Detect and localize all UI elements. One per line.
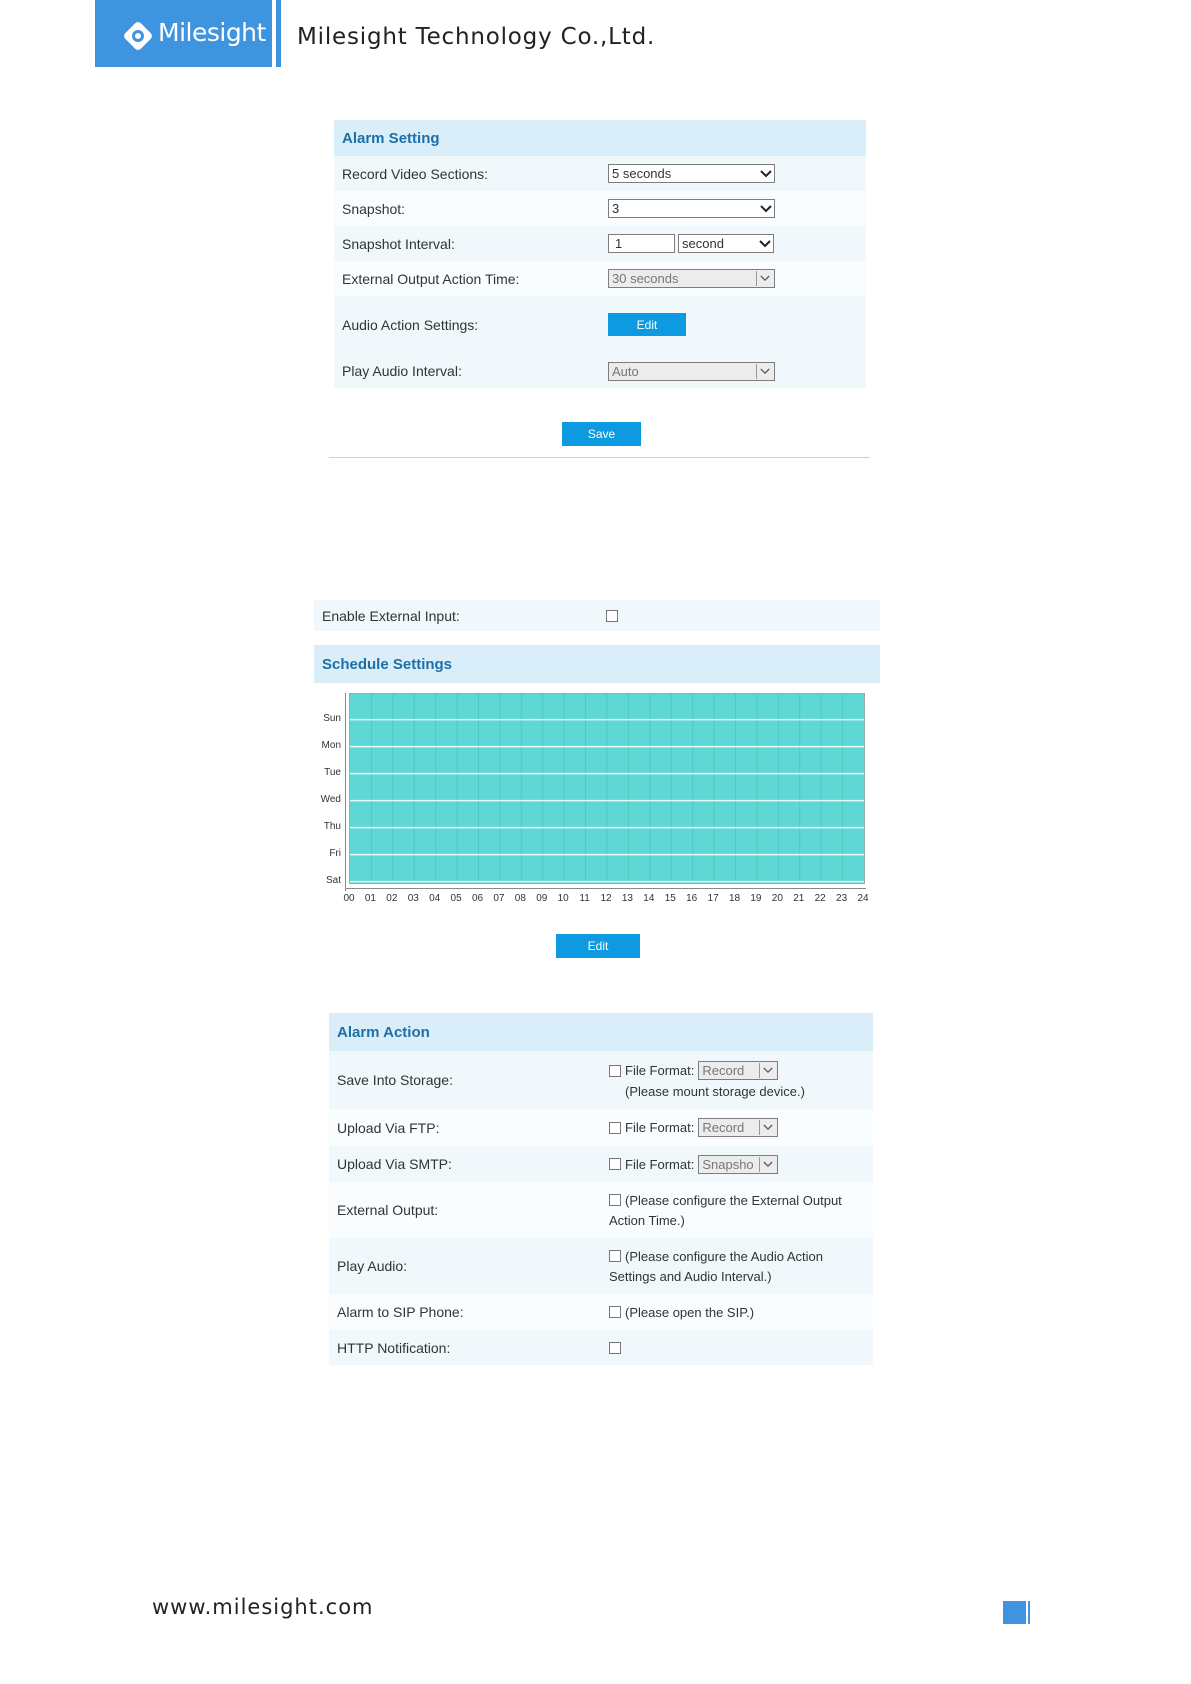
sip-note: (Please open the SIP.): [625, 1304, 755, 1320]
y-tick-thu: Thu: [323, 820, 341, 832]
snapshot-select[interactable]: 3: [608, 199, 775, 218]
save-into-storage-checkbox[interactable]: [609, 1065, 621, 1077]
section-divider: [329, 457, 870, 458]
snapshot-interval-label: Snapshot Interval:: [342, 235, 455, 252]
alarm-action-panel: [329, 1013, 873, 1365]
http-notification-label: HTTP Notification:: [337, 1339, 451, 1356]
record-video-sections-select[interactable]: 5 seconds: [608, 164, 775, 183]
x-tick-05: 05: [450, 893, 462, 904]
chevron-down-icon: [756, 364, 773, 379]
http-notification-row: [329, 1330, 873, 1365]
milesight-logo-icon: [121, 19, 155, 53]
y-axis-line: [345, 693, 346, 891]
alarm-action-title: Alarm Action: [329, 1013, 873, 1051]
x-tick-01: 01: [364, 893, 376, 904]
enable-external-input-row: [314, 600, 880, 631]
file-format-label: File Format:: [625, 1063, 695, 1078]
record-video-sections-label: Record Video Sections:: [342, 165, 489, 182]
alarm-setting-panel: [334, 120, 866, 388]
external-output-action-time-select[interactable]: 30 seconds: [608, 269, 775, 288]
enable-external-input-checkbox[interactable]: [606, 610, 618, 622]
chevron-down-icon: [758, 200, 774, 217]
x-tick-15: 15: [664, 893, 676, 904]
y-tick-fri: Fri: [329, 847, 341, 859]
play-audio-row: [329, 1238, 873, 1294]
page-marker-icon: [1003, 1601, 1026, 1624]
upload-via-ftp-row: [329, 1109, 873, 1146]
x-tick-07: 07: [493, 893, 505, 904]
play-audio-label: Play Audio:: [337, 1258, 408, 1274]
upload-via-smtp-checkbox[interactable]: [609, 1158, 621, 1170]
chevron-down-icon: [759, 1063, 776, 1078]
y-tick-sat: Sat: [325, 874, 341, 886]
upload-via-ftp-label: Upload Via FTP:: [337, 1119, 440, 1136]
chevron-down-icon: [758, 165, 774, 182]
record-video-sections-row: [334, 156, 866, 191]
external-output-row: [329, 1182, 873, 1238]
alarm-to-sip-phone-row: [329, 1294, 873, 1330]
save-into-storage-label: Save Into Storage:: [337, 1072, 453, 1088]
x-axis-line: [345, 888, 866, 889]
play-audio-note-line1: (Please configure the Audio Action: [625, 1248, 824, 1264]
x-tick-20: 20: [771, 893, 783, 904]
enable-external-input-label: Enable External Input:: [322, 607, 460, 624]
snapshot-interval-row: [334, 226, 866, 261]
x-tick-10: 10: [557, 893, 569, 904]
file-format-label: File Format:: [625, 1120, 695, 1135]
file-format-label: File Format:: [625, 1156, 695, 1172]
upload-via-smtp-row: [329, 1146, 873, 1182]
x-tick-03: 03: [407, 893, 419, 904]
upload-via-smtp-format-select[interactable]: Snapsho: [698, 1155, 778, 1174]
alarm-to-sip-phone-label: Alarm to SIP Phone:: [337, 1304, 464, 1320]
schedule-settings-title: Schedule Settings: [314, 645, 880, 683]
x-tick-16: 16: [686, 893, 698, 904]
company-name: Milesight Technology Co.,Ltd.: [297, 24, 656, 50]
storage-note: (Please mount storage device.): [625, 1084, 805, 1099]
y-tick-tue: Tue: [324, 766, 341, 778]
x-tick-00: 00: [343, 893, 355, 904]
y-tick-mon: Mon: [321, 739, 341, 751]
play-audio-note-line2: Settings and Audio Interval.): [609, 1268, 772, 1284]
y-tick-wed: Wed: [320, 793, 341, 805]
http-notification-checkbox[interactable]: [609, 1342, 621, 1354]
schedule-edit-button[interactable]: Edit: [556, 934, 640, 958]
x-tick-14: 14: [643, 893, 655, 904]
x-tick-24: 24: [857, 893, 869, 904]
alarm-setting-title: Alarm Setting: [334, 120, 866, 156]
schedule-chart-svg: [350, 694, 864, 883]
play-audio-interval-select[interactable]: Auto: [608, 362, 775, 381]
save-into-storage-row: [329, 1051, 873, 1109]
audio-action-settings-row: [334, 296, 866, 354]
upload-via-ftp-format-select[interactable]: Record: [698, 1118, 778, 1137]
external-output-action-time-row: [334, 261, 866, 296]
chevron-down-icon: [759, 1120, 776, 1135]
x-tick-18: 18: [728, 893, 741, 904]
x-tick-23: 23: [836, 893, 848, 904]
chevron-down-icon: [759, 1157, 776, 1172]
logo-accent-bar: [276, 0, 281, 67]
snapshot-label: Snapshot:: [342, 200, 406, 217]
x-tick-12: 12: [600, 893, 612, 904]
y-tick-sun: Sun: [323, 712, 341, 724]
alarm-to-sip-phone-checkbox[interactable]: [609, 1306, 621, 1318]
chevron-down-icon: [756, 271, 773, 286]
schedule-chart[interactable]: [349, 693, 865, 884]
x-tick-22: 22: [814, 893, 826, 904]
x-tick-17: 17: [707, 893, 719, 904]
logo-text: Milesight: [158, 18, 266, 47]
external-output-action-time-label: External Output Action Time:: [342, 270, 520, 287]
x-tick-11: 11: [579, 893, 590, 904]
snapshot-interval-input[interactable]: 1: [608, 234, 675, 253]
play-audio-interval-label: Play Audio Interval:: [342, 363, 462, 379]
snapshot-interval-unit-select[interactable]: second: [678, 234, 774, 253]
save-button[interactable]: Save: [562, 422, 641, 446]
page-marker-bar: [1028, 1601, 1030, 1624]
external-output-checkbox[interactable]: [609, 1194, 621, 1206]
x-tick-21: 21: [793, 893, 805, 904]
play-audio-interval-row: [334, 354, 866, 388]
upload-via-ftp-checkbox[interactable]: [609, 1122, 621, 1134]
footer-url: www.milesight.com: [152, 1595, 374, 1619]
x-tick-09: 09: [536, 893, 548, 904]
upload-via-smtp-label: Upload Via SMTP:: [337, 1156, 452, 1172]
x-tick-04: 04: [429, 893, 441, 904]
audio-action-edit-button[interactable]: Edit: [608, 313, 686, 336]
snapshot-row: [334, 191, 866, 226]
x-tick-13: 13: [621, 893, 633, 904]
chevron-down-icon: [757, 235, 773, 252]
save-into-storage-format-select[interactable]: Record: [698, 1061, 778, 1080]
external-output-note-line1: (Please configure the External Output: [625, 1192, 842, 1208]
audio-action-settings-label: Audio Action Settings:: [342, 317, 479, 333]
play-audio-checkbox[interactable]: [609, 1250, 621, 1262]
x-tick-08: 08: [514, 893, 526, 904]
x-tick-06: 06: [471, 893, 484, 904]
external-output-label: External Output:: [337, 1202, 439, 1218]
x-tick-19: 19: [750, 893, 762, 904]
x-tick-02: 02: [386, 893, 398, 904]
external-output-note-line2: Action Time.): [609, 1212, 685, 1228]
